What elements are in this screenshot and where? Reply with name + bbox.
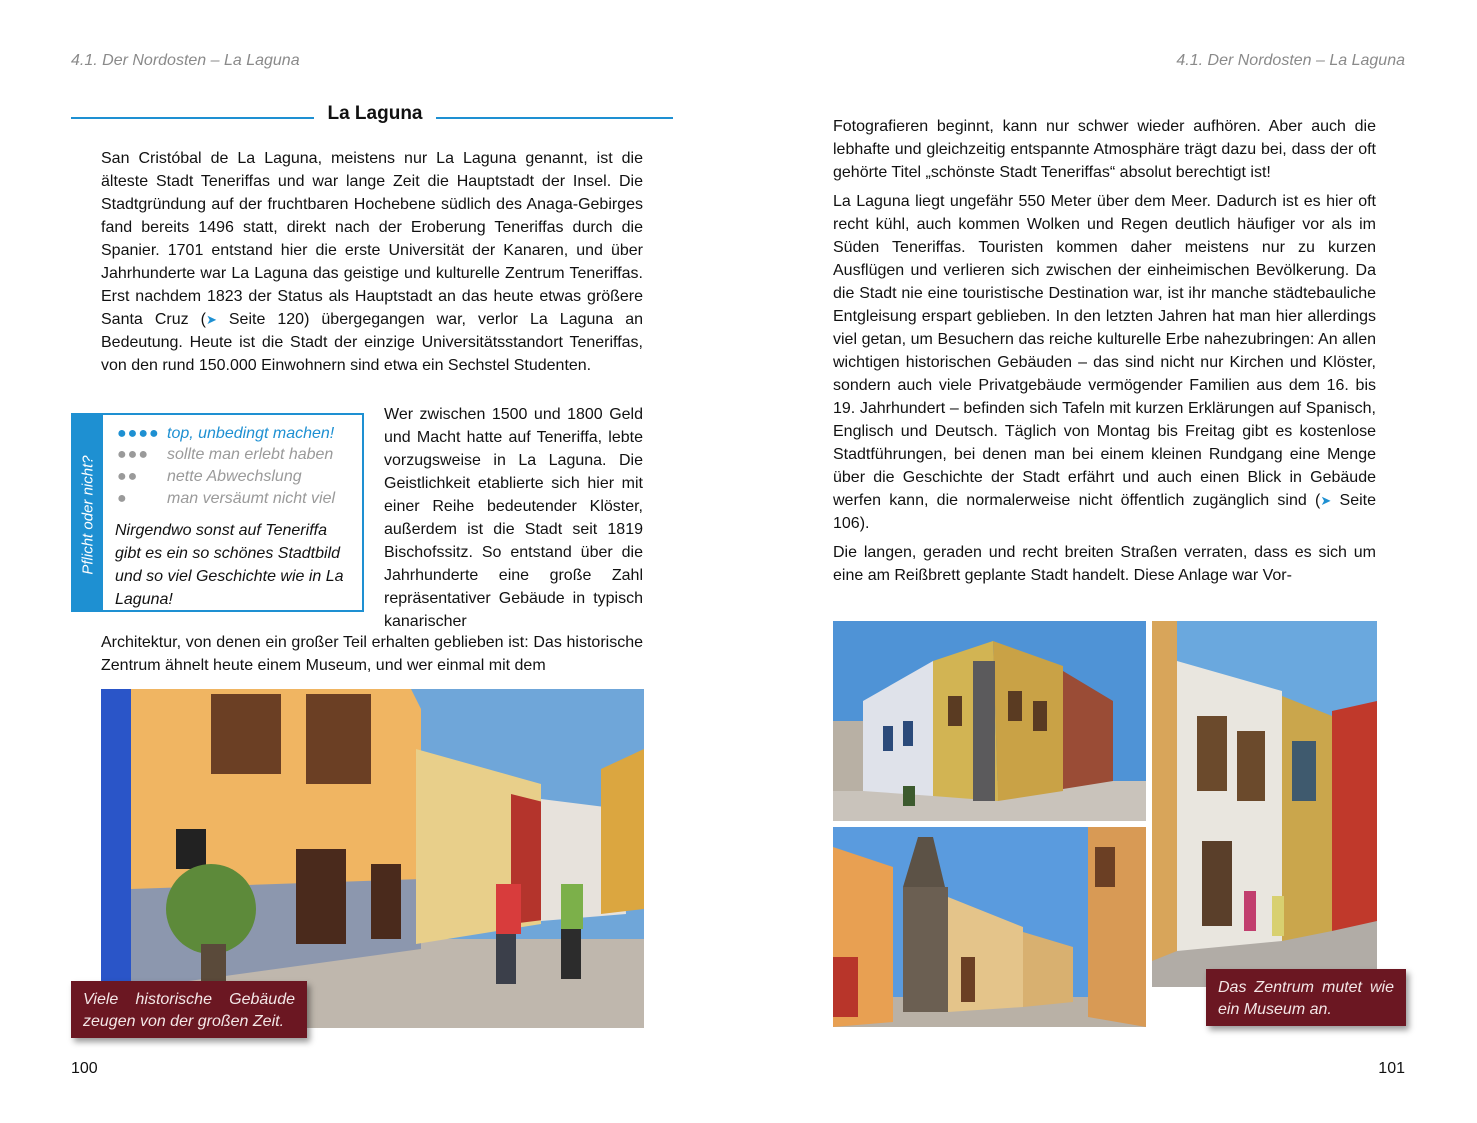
church-street-photo (833, 827, 1146, 1027)
rating-dots-2: ●● (117, 468, 139, 485)
street-scene-photo (101, 689, 644, 1028)
left-photo-caption: Viele historische Gebäude zeugen von der großen Zeit. (71, 981, 307, 1038)
title-rule-left (71, 117, 314, 119)
rating-dots-1: ● (117, 490, 128, 507)
right-paragraph-3: Die langen, geraden und recht breiten Straßen verraten, dass es sich um eine am Reißbrett geplante Stadt handelt. Diese Anlage war Vor- (833, 544, 1376, 584)
intro-text-a: San Cristóbal de La Laguna, meistens nur La Laguna genannt, ist die älteste Stadt Teneriffas und war lange Zeit die Hauptstadt der Insel. Die Stadtgründung auf der fruchtbaren Hochebene südlich des Anaga-Gebirges fand bereits 1496 statt, direkt nach der Eroberung Teneriffas durch die Spanier. 1701 entstand hier die erste Universität der Kanaren, und über Jahrhunderte war La Laguna das geistige und kulturelle Zentrum Teneriffas. Erst nachdem 1823 der Status als Hauptstadt an das heute etwas größere Santa Cruz ( (101, 150, 643, 328)
reference-arrow-icon: ➤ (205, 312, 217, 327)
intro-page-ref[interactable]: Seite 120 (228, 311, 305, 328)
page-number-left: 100 (71, 1060, 98, 1077)
title-rule-right (436, 117, 673, 119)
reference-arrow-icon: ➤ (1320, 493, 1332, 508)
rating-verdict: Nirgendwo sonst auf Teneriffa gibt es ein so schönes Stadtbild und so viel Geschichte wie in La Laguna! (115, 522, 344, 608)
rating-row-recommended (117, 446, 333, 464)
rating-label-top: top, unbedingt machen! (167, 425, 335, 442)
running-head-right: 4.1. Der Nordosten – La Laguna (1176, 52, 1405, 69)
right-text-block (833, 115, 1376, 593)
column-paragraph: Wer zwischen 1500 und 1800 Geld und Macht hatte auf Teneriffa, lebte vorzugsweise in La Laguna. Die Geistlichkeit etablierte sich hier mit einer Reihe bedeutender Klöster, außerdem ist die Stadt seit 1819 Bischofssitz. So entstand über die Jahrhunderte eine große Zahl repräsentativer Gebäude in typisch kanarischer (384, 406, 643, 630)
right-photo-caption: Das Zentrum mutet wie ein Museum an. (1206, 969, 1406, 1026)
rating-row-optional (117, 490, 335, 508)
rating-dots-3: ●●● (117, 446, 149, 463)
intro-text-b: ) übergegangen war, verlor La Laguna an Bedeutung. Heute ist die Stadt der einzige Universitätsstandort Teneriffas, von den rund 150.000 Einwohnern sind etwa ein Sechstel Studenten. (101, 311, 644, 374)
continuation-block (101, 631, 643, 683)
right-paragraph-1: Fotografieren beginnt, kann nur schwer wieder aufhören. Aber auch die lebhafte und gleichzeitig entspannte Atmosphäre trägt dazu bei, dass der oft gehörte Titel „schönste Stadt Teneriffas“ absolut berechtigt ist! (833, 118, 1376, 181)
rating-side-label: Pflicht oder nicht? (79, 455, 97, 575)
intro-paragraph (101, 147, 643, 377)
corner-building-illustration (833, 621, 1146, 821)
right-paragraph-2-end: ). (859, 515, 870, 532)
page-number-right: 101 (1378, 1060, 1405, 1077)
corner-building-photo (833, 621, 1146, 821)
rating-label-optional: man versäumt nicht viel (167, 490, 336, 507)
rating-label-nice: nette Abwechslung (167, 468, 302, 485)
colorful-facades-illustration (1152, 621, 1377, 987)
continuation-paragraph: Architektur, von denen ein großer Teil erhalten geblieben ist: Das historische Zentrum ähnelt heute einem Museum, und wer einmal mit dem (101, 634, 643, 674)
right-page-ref[interactable]: Seite 106 (833, 492, 1376, 532)
street-scene-illustration (101, 689, 644, 1028)
section-title: La Laguna (327, 103, 423, 124)
rating-row-top (117, 425, 334, 443)
church-street-illustration (833, 827, 1146, 1027)
rating-box (71, 413, 364, 612)
right-paragraph-2-text: La Laguna liegt ungefähr 550 Meter über dem Meer. Dadurch ist es hier oft recht kühl, auch kommen Wolken und Regen deutlich häufiger vor als im Süden Teneriffas. Touristen kommen daher meistens nur zu kurzen Ausflügen und verlieren sich zwischen der einheimischen Bevölkerung. Da die Stadt nie eine touristische Destination war, ist ihr manche städtebauliche Entgleisung erspart geblieben. In den letzten Jahren hat man hier allerdings viel getan, um Besuchern das reiche kulturelle Erbe nahezubringen: An allen wichtigen historischen Gebäuden – das sind nicht nur Kirchen und Klöster, sondern auch viele Privatgebäude vermögender Familien aus dem 16. bis 19. Jahrhundert – befinden sich Tafeln mit kurzen Erklärungen auf Spanisch, Englisch und Deutsch. Täglich von Montag bis Freitag gibt es kostenlose Stadtführungen, bei denen man bei einem kleinen Rundgang eine Menge über die Geschichte der Stadt erfährt und auch einen Blick in Gebäude werfen kann, die normalerweise nicht öffentlich zugänglich sind ( (833, 193, 1376, 509)
running-head-left: 4.1. Der Nordosten – La Laguna (71, 52, 300, 69)
rating-side-bar (73, 415, 103, 610)
rating-label-recommended: sollte man erlebt haben (167, 446, 334, 463)
right-paragraph-2 (833, 190, 1376, 535)
colorful-facades-photo (1152, 621, 1377, 987)
column-text-block (384, 403, 643, 639)
rating-dots-4: ●●●● (117, 425, 160, 442)
rating-row-nice (117, 468, 302, 486)
left-intro-block (101, 147, 643, 383)
